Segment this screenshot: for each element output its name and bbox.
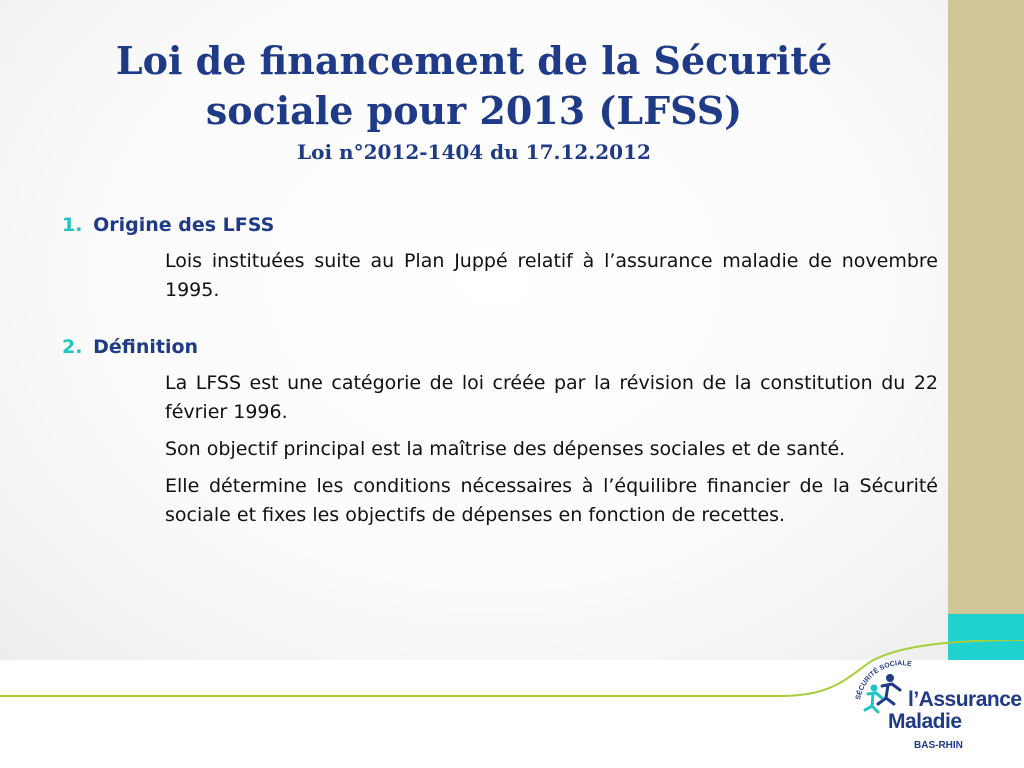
logo-line-2: Maladie <box>888 710 962 733</box>
svg-text:SÉCURITÉ SOCIALE <box>854 660 912 700</box>
section-heading <box>62 333 938 361</box>
section-title: Origine des LFSS <box>93 214 275 236</box>
section-paragraph: Lois instituées suite au Plan Juppé relatif à l’assurance maladie de novembre 1995. <box>165 250 938 301</box>
logo-arc-text: SÉCURITÉ SOCIALE <box>855 660 913 701</box>
section-number: 2. <box>62 336 83 358</box>
section-definition <box>62 333 938 530</box>
logo-line-1: l’Assurance <box>908 688 1022 711</box>
logo-line-3: BAS-RHIN <box>914 740 963 751</box>
slide-title: Loi de financement de la Sécurité sociale pour 2013 (LFSS) <box>115 38 833 133</box>
content-body <box>62 211 938 530</box>
slide-subtitle: Loi n°2012-1404 du 17.12.2012 <box>297 140 651 164</box>
section-paragraph: Son objectif principal est la maîtrise des dépenses sociales et de santé. <box>165 438 846 460</box>
side-band <box>948 0 1024 614</box>
assurance-maladie-logo <box>852 660 1022 760</box>
section-origine <box>62 211 938 305</box>
section-title: Définition <box>93 336 199 358</box>
section-paragraph: Elle détermine les conditions nécessaires à l’équilibre financier de la Sécurité sociale et fixes les objectifs de dépenses en fonction de recettes. <box>165 475 938 526</box>
section-heading <box>62 211 938 239</box>
section-paragraph: La LFSS est une catégorie de loi créée par la révision de la constitution du 22 février 1996. <box>165 372 938 423</box>
section-number: 1. <box>62 214 83 236</box>
title-block <box>40 36 908 166</box>
